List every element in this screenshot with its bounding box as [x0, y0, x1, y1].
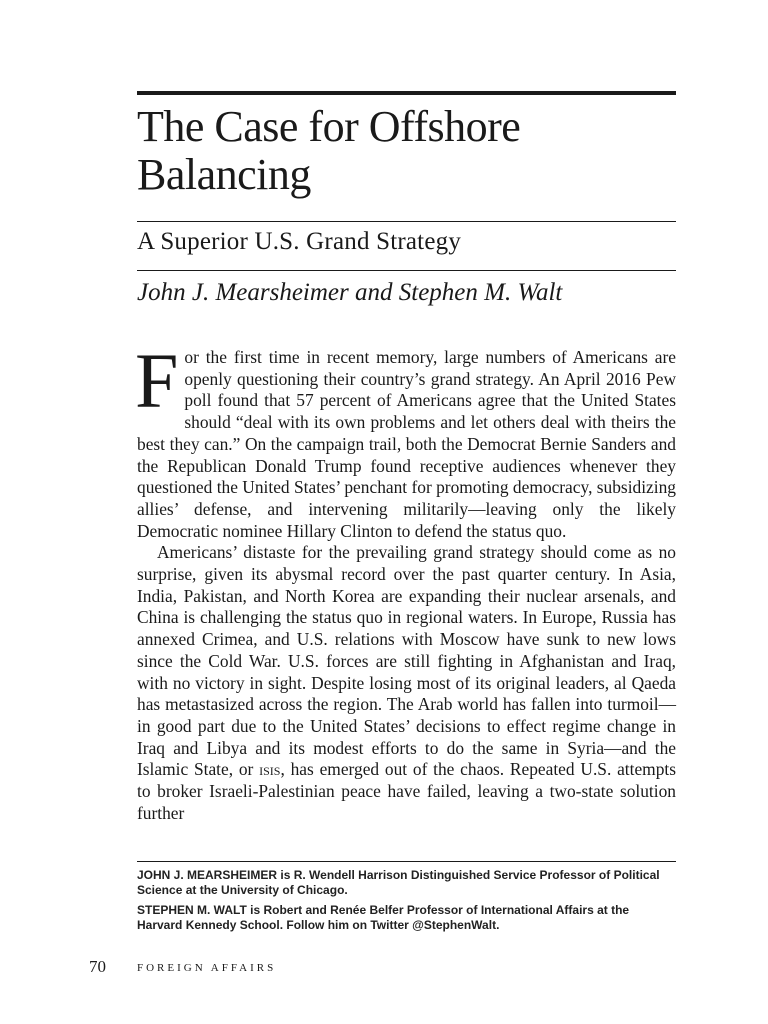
bio-mearsheimer	[137, 868, 676, 898]
bio-separator-rule	[137, 861, 676, 862]
page-number: 70	[89, 957, 106, 976]
paragraph-2-text-a: Americans’ distaste for the prevailing grand strategy should come as no surprise, given its abysmal record over the past quarter century. In Asia, India, Pakistan, and North Korea are expanding their nuclear arsenals, and China is challenging the status quo in regional waters. In Europe, Russia has annexed Crimea, and U.S. relations with Moscow have sunk to new lows since the Cold War. U.S. forces are still fighting in Afghanistan and Iraq, with no victory in sight. Despite losing most of its original leaders, al Qaeda has metastasized across the region. The Arab world has fallen into turmoil—in good part due to the United States’ decisions to effect regime change in Iraq and Libya and its modest efforts to do the same in Syria—and the Islamic State, or	[137, 542, 676, 780]
authors-top-rule	[137, 270, 676, 271]
paragraph-1	[135, 337, 676, 542]
journal-name: FOREIGN AFFAIRS	[137, 962, 277, 974]
bio-text: is R. Wendell Harrison Distinguished Service Professor of Political Science at the University of Chicago.	[137, 868, 660, 897]
subtitle-top-rule	[137, 221, 676, 222]
bio-walt	[137, 903, 676, 933]
article-body	[135, 337, 677, 824]
paragraph-1-text: or the first time in recent memory, large numbers of Americans are openly questioning their country’s grand strategy. An April 2016 Pew poll found that 57 percent of Americans agree that the United States should “deal with its own problems and let others deal with theirs the best they can.” On the campaign trail, both the Democrat Bernie Sanders and the Republican Donald Trump found receptive audiences whenever they questioned the United States’ penchant for promoting democracy, subsidizing allies’ defense, and intervening militarily—leaving only the likely Democratic nominee Hillary Clinton to defend the status quo.	[137, 347, 676, 541]
isis-smallcaps: isis	[259, 759, 281, 780]
bio-name: STEPHEN M. WALT	[137, 903, 247, 917]
bio-text: is Robert and Renée Belfer Professor of International Affairs at the Harvard Kennedy School. Follow him on Twitter @StephenWalt.	[137, 903, 630, 932]
paragraph-2-text-b: , has emerged out of the chaos. Repeated U.S. attempts to broker Israeli-Palestinian peace have failed, leaving a two-state solution further	[137, 759, 677, 823]
bio-name: JOHN J. MEARSHEIMER	[137, 868, 278, 882]
title-top-rule	[137, 91, 676, 95]
paragraph-2	[137, 542, 676, 824]
article-authors: John J. Mearsheimer and Stephen M. Walt	[137, 279, 563, 306]
author-bios	[137, 868, 676, 938]
article-title: The Case for Offshore Balancing	[137, 102, 521, 199]
drop-cap: F	[135, 337, 179, 424]
article-subtitle: A Superior U.S. Grand Strategy	[137, 228, 462, 255]
